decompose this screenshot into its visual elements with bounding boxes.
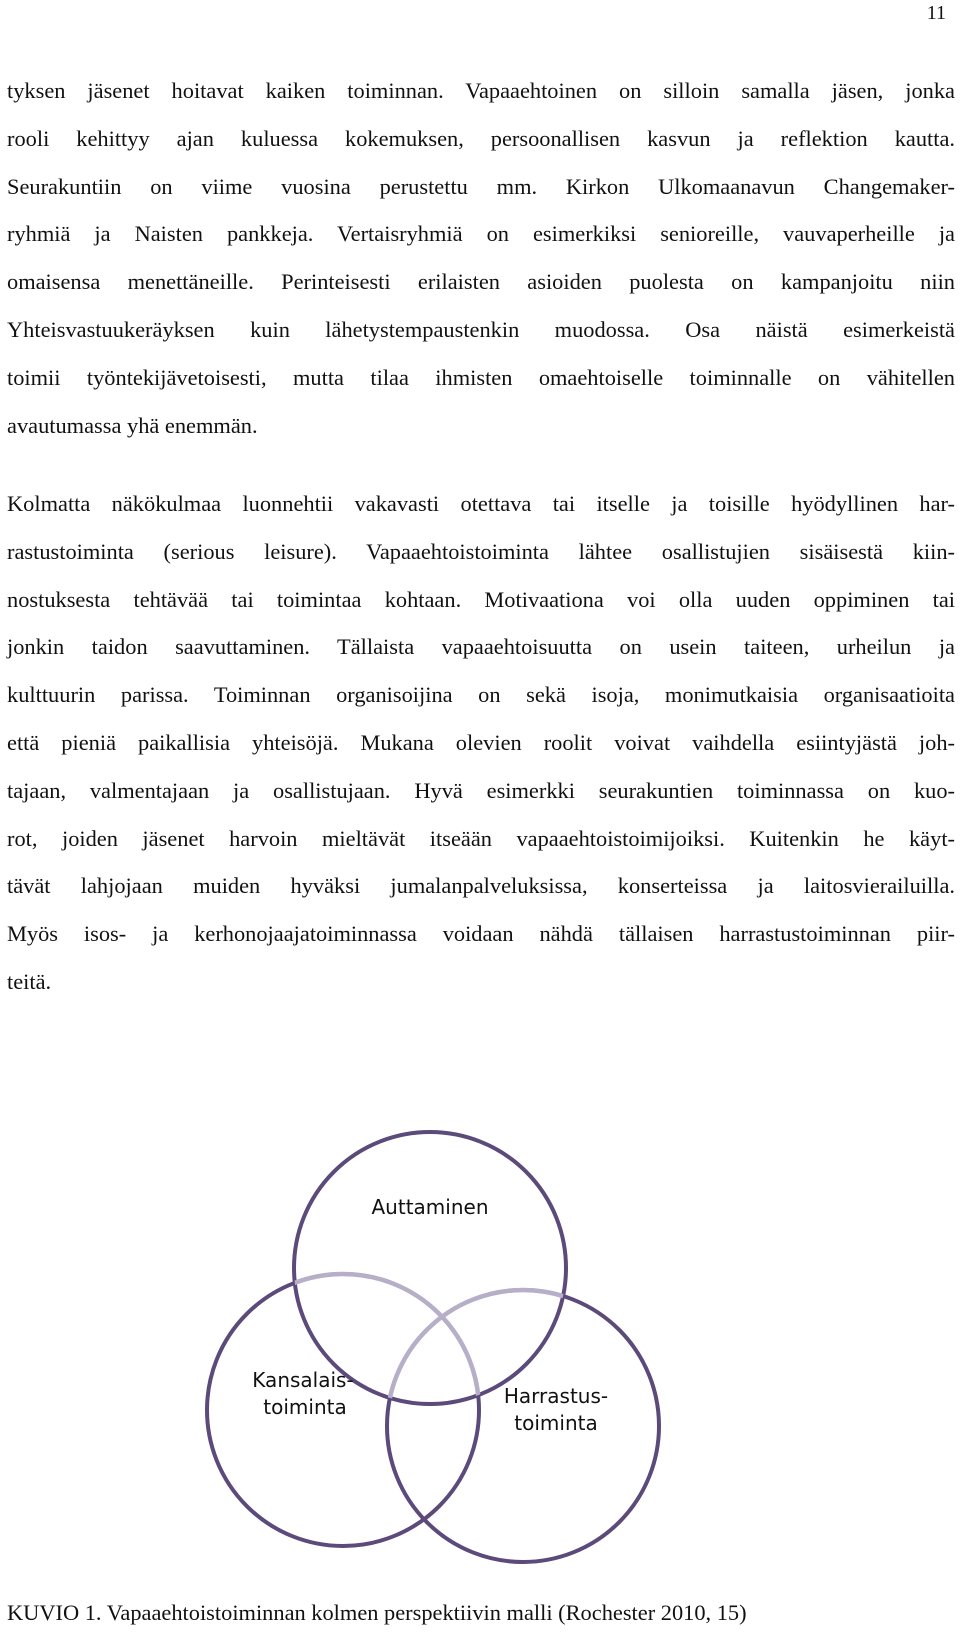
text-line: että pieniä paikallisia yhteisöjä. Mukana olevien roolit voivat vaihdella esiintyjästä joh-: [7, 729, 955, 755]
venn-diagram-svg: [0, 1100, 960, 1580]
text-line: avautumassa yhä enemmän.: [7, 412, 258, 438]
paragraph-2: [7, 480, 955, 1006]
text-line: ryhmiä ja Naisten pankkeja. Vertaisryhmiä on esimerkiksi senioreille, vauvaperheille ja: [7, 221, 955, 247]
text-line: tävät lahjojaan muiden hyväksi jumalanpalveluksissa, konserteissa ja laitosvierailuilla.: [7, 873, 955, 899]
venn-diagram: [0, 1100, 960, 1580]
label-kansalaistoiminta-line-1: Kansalais-: [252, 1368, 354, 1392]
text-line: tajaan, valmentajaan ja osallistujaan. Hyvä esimerkki seurakuntien toiminnassa on kuo-: [7, 777, 955, 803]
text-line: jonkin taidon saavuttaminen. Tällaista vapaaehtoisuutta on usein taiteen, urheilun ja: [7, 634, 955, 660]
page-number: 11: [926, 2, 946, 24]
text-line: rot, joiden jäsenet harvoin mieltävät itseään vapaaehtoistoimijoiksi. Kuitenkin he käyt-: [7, 825, 955, 851]
text-line: omaisensa menettäneille. Perinteisesti erilaisten asioiden puolesta on kampanjoitu niin: [7, 269, 955, 295]
text-line: Kolmatta näkökulmaa luonnehtii vakavasti otettava tai itselle ja toisille hyödyllinen har-: [7, 491, 955, 516]
paragraph-1: [7, 67, 955, 449]
text-line: kulttuurin parissa. Toiminnan organisoijina on sekä isoja, monimutkaisia organisaatioita: [7, 682, 955, 708]
text-line: rooli kehittyy ajan kuluessa kokemuksen, persoonallisen kasvun ja reflektion kautta.: [7, 125, 955, 151]
text-line: nostuksesta tehtävää tai toimintaa kohtaan. Motivaationa voi olla uuden oppiminen tai: [7, 586, 955, 612]
label-auttaminen: Auttaminen: [371, 1195, 489, 1219]
circle-auttaminen: [294, 1132, 566, 1404]
label-harrastustoiminta-line-2: toiminta: [514, 1411, 598, 1435]
text-line: Myös isos- ja kerhonojaajatoiminnassa voidaan nähdä tällaisen harrastustoiminnan piir-: [7, 921, 955, 947]
text-line: tyksen jäsenet hoitavat kaiken toiminnan. Vapaaehtoinen on silloin samalla jäsen, jonka: [7, 78, 955, 103]
text-line: Seurakuntiin on viime vuosina perustettu mm. Kirkon Ulkomaanavun Changemaker-: [7, 173, 955, 199]
text-line: toimii työntekijävetoisesti, mutta tilaa ihmisten omaehtoiselle toiminnalle on vähitellen: [7, 364, 955, 390]
text-line: Yhteisvastuukeräyksen kuin lähetystempaustenkin muodossa. Osa näistä esimerkeistä: [7, 316, 955, 342]
label-kansalaistoiminta-line-2: toiminta: [263, 1395, 347, 1419]
text-line: rastustoiminta (serious leisure). Vapaaehtoistoiminta lähtee osallistujien sisäisestä kiin-: [7, 538, 955, 564]
label-harrastustoiminta-line-1: Harrastus-: [503, 1384, 609, 1408]
figure-caption: KUVIO 1. Vapaaehtoistoiminnan kolmen perspektiivin malli (Rochester 2010, 15): [7, 1600, 747, 1625]
text-line: teitä.: [7, 968, 52, 994]
